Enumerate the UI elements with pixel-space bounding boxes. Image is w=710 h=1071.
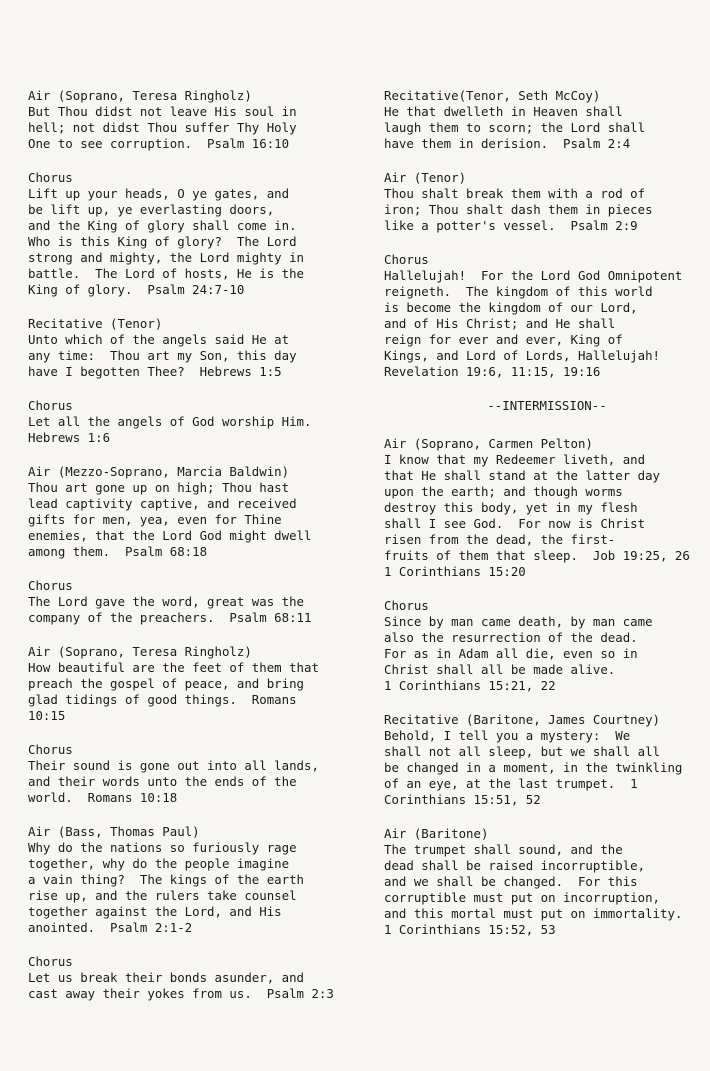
text-line: Lift up your heads, O ye gates, and bbox=[28, 186, 290, 201]
text-line: enemies, that the Lord God might dwell bbox=[28, 528, 312, 543]
text-line: Who is this King of glory? The Lord bbox=[28, 234, 297, 249]
text-line: Kings, and Lord of Lords, Hallelujah! bbox=[384, 348, 661, 363]
text-line: shall not all sleep, but we shall all bbox=[384, 744, 661, 759]
section-block bbox=[28, 578, 378, 626]
section-block bbox=[384, 712, 710, 808]
section-block bbox=[28, 644, 378, 724]
text-line: lead captivity captive, and received bbox=[28, 496, 297, 511]
section-heading: Chorus bbox=[384, 252, 429, 267]
text-line: have I begotten Thee? Hebrews 1:5 bbox=[28, 364, 282, 379]
right-column bbox=[384, 88, 710, 956]
section-block bbox=[28, 464, 378, 560]
text-line: dead shall be raised incorruptible, bbox=[384, 858, 646, 873]
section-heading: Recitative (Tenor) bbox=[28, 316, 163, 331]
text-line: that He shall stand at the latter day bbox=[384, 468, 661, 483]
text-line: gifts for men, yea, even for Thine bbox=[28, 512, 282, 527]
text-line: be lift up, ye everlasting doors, bbox=[28, 202, 275, 217]
text-line: Unto which of the angels said He at bbox=[28, 332, 290, 347]
text-line: anointed. Psalm 2:1-2 bbox=[28, 920, 193, 935]
section-heading: Chorus bbox=[28, 398, 73, 413]
text-line: Revelation 19:6, 11:15, 19:16 bbox=[384, 364, 601, 379]
text-line: company of the preachers. Psalm 68:11 bbox=[28, 610, 312, 625]
section-block bbox=[28, 316, 378, 380]
section-heading: Recitative (Baritone, James Courtney) bbox=[384, 712, 661, 727]
section-block bbox=[384, 826, 710, 938]
text-line: any time: Thou art my Son, this day bbox=[28, 348, 297, 363]
text-line: Why do the nations so furiously rage bbox=[28, 840, 297, 855]
text-line: Thou art gone up on high; Thou hast bbox=[28, 480, 290, 495]
text-line: and we shall be changed. For this bbox=[384, 874, 638, 889]
intermission-label: --INTERMISSION-- bbox=[487, 398, 607, 413]
section-heading: Chorus bbox=[28, 742, 73, 757]
text-line: He that dwelleth in Heaven shall bbox=[384, 104, 623, 119]
text-line: Let all the angels of God worship Him. bbox=[28, 414, 312, 429]
text-line: hell; not didst Thou suffer Thy Holy bbox=[28, 120, 297, 135]
text-line: risen from the dead, the first- bbox=[384, 532, 616, 547]
text-line: and this mortal must put on immortality. bbox=[384, 906, 683, 921]
text-line: Thou shalt break them with a rod of bbox=[384, 186, 646, 201]
section-block bbox=[28, 954, 378, 1002]
text-line: 1 Corinthians 15:21, 22 bbox=[384, 678, 556, 693]
text-line: For as in Adam all die, even so in bbox=[384, 646, 638, 661]
section-heading: Chorus bbox=[384, 598, 429, 613]
section-heading: Air (Tenor) bbox=[384, 170, 467, 185]
section-heading: Air (Bass, Thomas Paul) bbox=[28, 824, 200, 839]
text-line: Christ shall all be made alive. bbox=[384, 662, 616, 677]
text-line: shall I see God. For now is Christ bbox=[384, 516, 646, 531]
section-heading: Chorus bbox=[28, 578, 73, 593]
section-block bbox=[28, 398, 378, 446]
text-line: a vain thing? The kings of the earth bbox=[28, 872, 305, 887]
text-line: reigneth. The kingdom of this world bbox=[384, 284, 653, 299]
text-line: Behold, I tell you a mystery: We bbox=[384, 728, 631, 743]
text-line: One to see corruption. Psalm 16:10 bbox=[28, 136, 290, 151]
text-line: and the King of glory shall come in. bbox=[28, 218, 297, 233]
text-line: preach the gospel of peace, and bring bbox=[28, 676, 305, 691]
text-line: be changed in a moment, in the twinkling bbox=[384, 760, 683, 775]
text-line: The trumpet shall sound, and the bbox=[384, 842, 623, 857]
text-line: But Thou didst not leave His soul in bbox=[28, 104, 297, 119]
text-line: glad tidings of good things. Romans bbox=[28, 692, 297, 707]
text-line: Let us break their bonds asunder, and bbox=[28, 970, 305, 985]
text-line: destroy this body, yet in my flesh bbox=[384, 500, 638, 515]
text-line: have them in derision. Psalm 2:4 bbox=[384, 136, 631, 151]
section-block bbox=[28, 742, 378, 806]
text-line: strong and mighty, the Lord mighty in bbox=[28, 250, 305, 265]
section-block bbox=[384, 436, 710, 580]
text-line: of an eye, at the last trumpet. 1 bbox=[384, 776, 638, 791]
text-line: among them. Psalm 68:18 bbox=[28, 544, 208, 559]
text-line: I know that my Redeemer liveth, and bbox=[384, 452, 646, 467]
text-line: iron; Thou shalt dash them in pieces bbox=[384, 202, 653, 217]
section-block bbox=[28, 88, 378, 152]
text-line: King of glory. Psalm 24:7-10 bbox=[28, 282, 245, 297]
section-block bbox=[384, 598, 710, 694]
right-column-top bbox=[384, 88, 710, 380]
section-block bbox=[28, 170, 378, 298]
text-line: The Lord gave the word, great was the bbox=[28, 594, 305, 609]
section-block bbox=[28, 824, 378, 936]
text-line: upon the earth; and though worms bbox=[384, 484, 623, 499]
left-column bbox=[28, 88, 378, 1020]
text-line: Corinthians 15:51, 52 bbox=[384, 792, 541, 807]
text-line: 1 Corinthians 15:20 bbox=[384, 564, 526, 579]
text-line: fruits of them that sleep. Job 19:25, 26 bbox=[384, 548, 690, 563]
section-heading: Air (Mezzo-Soprano, Marcia Baldwin) bbox=[28, 464, 290, 479]
text-line: together, why do the people imagine bbox=[28, 856, 290, 871]
text-line: battle. The Lord of hosts, He is the bbox=[28, 266, 305, 281]
text-line: rise up, and the rulers take counsel bbox=[28, 888, 297, 903]
text-line: corruptible must put on incorruption, bbox=[384, 890, 661, 905]
section-heading: Air (Baritone) bbox=[384, 826, 489, 841]
text-line: Hallelujah! For the Lord God Omnipotent bbox=[384, 268, 683, 283]
section-heading: Air (Soprano, Teresa Ringholz) bbox=[28, 644, 252, 659]
section-heading: Air (Soprano, Teresa Ringholz) bbox=[28, 88, 252, 103]
text-line: Hebrews 1:6 bbox=[28, 430, 111, 445]
text-line: and their words unto the ends of the bbox=[28, 774, 297, 789]
section-block bbox=[384, 252, 710, 380]
text-line: cast away their yokes from us. Psalm 2:3 bbox=[28, 986, 334, 1001]
text-line: world. Romans 10:18 bbox=[28, 790, 178, 805]
section-heading: Chorus bbox=[28, 170, 73, 185]
text-line: also the resurrection of the dead. bbox=[384, 630, 638, 645]
text-line: 1 Corinthians 15:52, 53 bbox=[384, 922, 556, 937]
text-line: 10:15 bbox=[28, 708, 66, 723]
text-line: Their sound is gone out into all lands, bbox=[28, 758, 319, 773]
text-line: How beautiful are the feet of them that bbox=[28, 660, 319, 675]
right-column-bottom bbox=[384, 436, 710, 938]
text-line: reign for ever and ever, King of bbox=[384, 332, 623, 347]
text-line: together against the Lord, and His bbox=[28, 904, 282, 919]
section-block bbox=[384, 88, 710, 152]
section-heading: Air (Soprano, Carmen Pelton) bbox=[384, 436, 593, 451]
text-line: laugh them to scorn; the Lord shall bbox=[384, 120, 646, 135]
text-line: Since by man came death, by man came bbox=[384, 614, 653, 629]
section-heading: Recitative(Tenor, Seth McCoy) bbox=[384, 88, 601, 103]
text-line: like a potter's vessel. Psalm 2:9 bbox=[384, 218, 638, 233]
text-line: and of His Christ; and He shall bbox=[384, 316, 616, 331]
section-heading: Chorus bbox=[28, 954, 73, 969]
section-block bbox=[384, 170, 710, 234]
text-line: is become the kingdom of our Lord, bbox=[384, 300, 638, 315]
